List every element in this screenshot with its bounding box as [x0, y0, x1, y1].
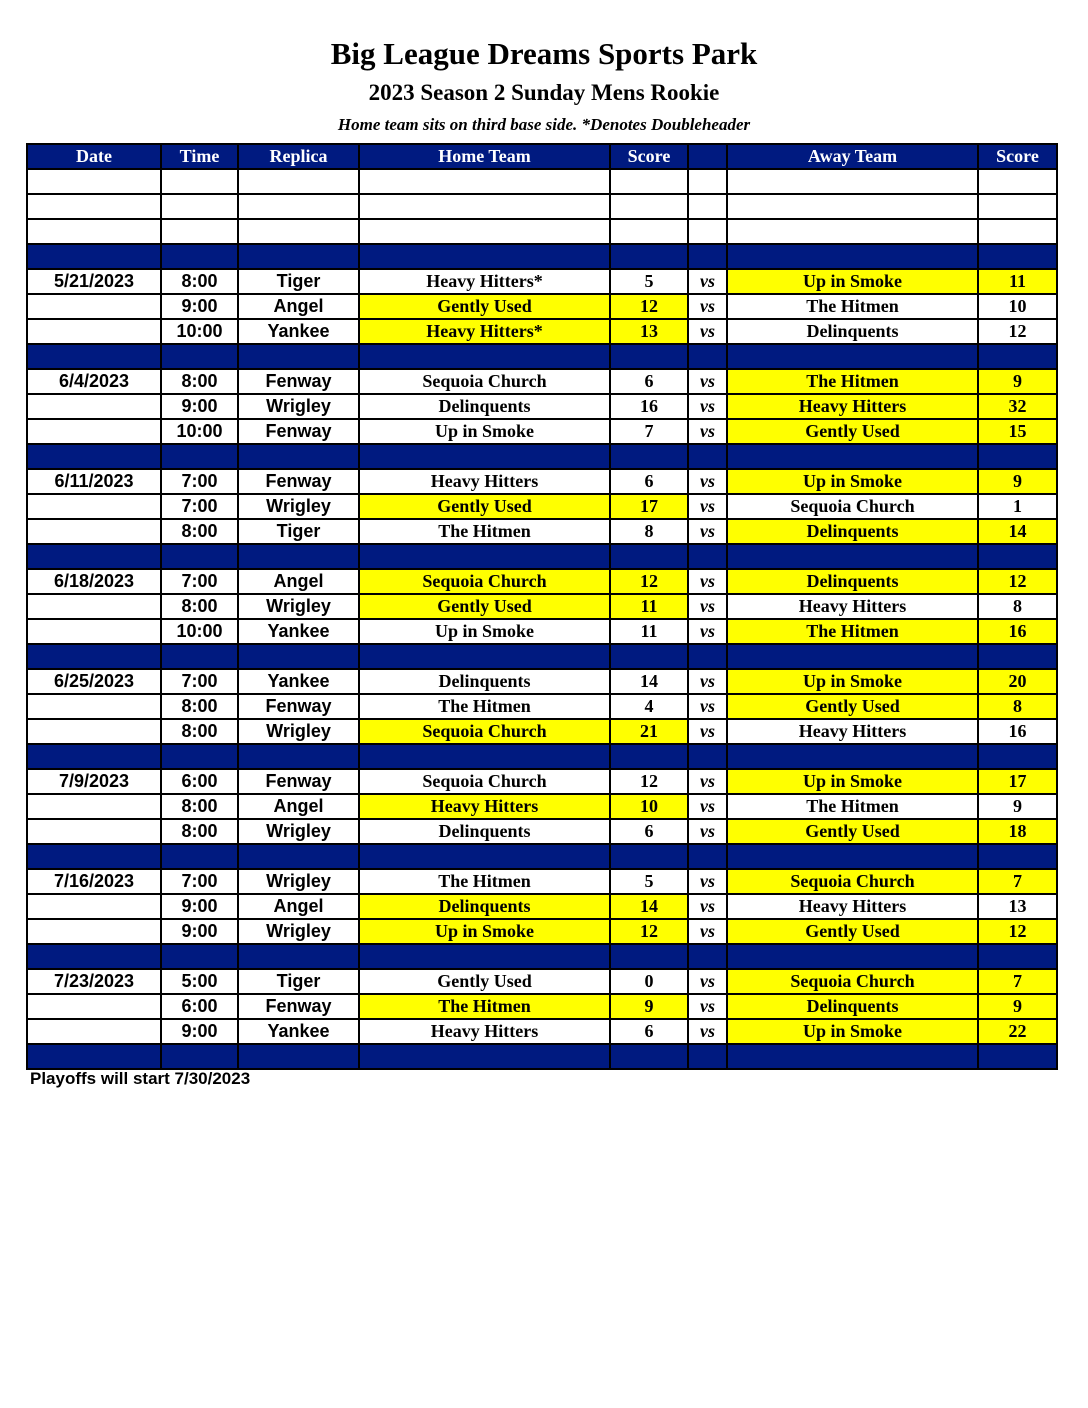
away-team: Sequoia Church	[727, 494, 978, 519]
away-score: 22	[978, 1019, 1057, 1044]
away-team: Gently Used	[727, 419, 978, 444]
home-team: Delinquents	[359, 669, 610, 694]
col-away-score: Score	[978, 144, 1057, 169]
separator-row	[27, 744, 1057, 769]
game-date	[27, 1019, 161, 1044]
home-score: 11	[610, 619, 688, 644]
game-date	[27, 819, 161, 844]
game-time: 9:00	[161, 894, 238, 919]
away-team: Sequoia Church	[727, 869, 978, 894]
game-date	[27, 294, 161, 319]
versus-label: vs	[688, 669, 727, 694]
game-row	[27, 894, 1057, 919]
versus-label: vs	[688, 794, 727, 819]
game-time: 10:00	[161, 419, 238, 444]
home-team: Heavy Hitters	[359, 469, 610, 494]
home-score: 12	[610, 294, 688, 319]
home-score: 12	[610, 569, 688, 594]
away-score: 10	[978, 294, 1057, 319]
away-team: Up in Smoke	[727, 669, 978, 694]
game-time: 9:00	[161, 394, 238, 419]
away-score: 32	[978, 394, 1057, 419]
game-row	[27, 719, 1057, 744]
away-score: 11	[978, 269, 1057, 294]
col-away-team: Away Team	[727, 144, 978, 169]
home-score: 17	[610, 494, 688, 519]
game-replica: Yankee	[238, 319, 359, 344]
away-team: The Hitmen	[727, 369, 978, 394]
page-subtitle: 2023 Season 2 Sunday Mens Rookie	[368, 80, 720, 105]
game-row	[27, 419, 1057, 444]
versus-label: vs	[688, 394, 727, 419]
versus-label: vs	[688, 994, 727, 1019]
separator-row	[27, 644, 1057, 669]
versus-label: vs	[688, 494, 727, 519]
col-home-score: Score	[610, 144, 688, 169]
game-time: 8:00	[161, 519, 238, 544]
separator-row	[27, 844, 1057, 869]
game-date: 6/11/2023	[27, 469, 161, 494]
game-replica: Wrigley	[238, 819, 359, 844]
away-score: 7	[978, 869, 1057, 894]
away-score: 12	[978, 569, 1057, 594]
game-time: 8:00	[161, 594, 238, 619]
col-home-team: Home Team	[359, 144, 610, 169]
game-replica: Tiger	[238, 519, 359, 544]
separator-row	[27, 244, 1057, 269]
away-score: 7	[978, 969, 1057, 994]
versus-label: vs	[688, 969, 727, 994]
away-team: Up in Smoke	[727, 469, 978, 494]
home-team: Sequoia Church	[359, 769, 610, 794]
away-team: Heavy Hitters	[727, 594, 978, 619]
versus-label: vs	[688, 1019, 727, 1044]
home-score: 12	[610, 769, 688, 794]
game-row	[27, 394, 1057, 419]
separator-row	[27, 944, 1057, 969]
game-row	[27, 919, 1057, 944]
game-date	[27, 919, 161, 944]
game-time: 10:00	[161, 619, 238, 644]
home-score: 9	[610, 994, 688, 1019]
game-time: 6:00	[161, 769, 238, 794]
separator-row	[27, 444, 1057, 469]
versus-label: vs	[688, 769, 727, 794]
separator-row	[27, 544, 1057, 569]
game-time: 7:00	[161, 869, 238, 894]
game-row	[27, 1019, 1057, 1044]
home-team: The Hitmen	[359, 994, 610, 1019]
game-time: 8:00	[161, 794, 238, 819]
home-team: The Hitmen	[359, 519, 610, 544]
game-replica: Fenway	[238, 469, 359, 494]
game-row	[27, 469, 1057, 494]
game-time: 8:00	[161, 269, 238, 294]
game-row	[27, 869, 1057, 894]
versus-label: vs	[688, 819, 727, 844]
away-score: 20	[978, 669, 1057, 694]
versus-label: vs	[688, 594, 727, 619]
game-date	[27, 419, 161, 444]
separator-row	[27, 344, 1057, 369]
game-replica: Yankee	[238, 669, 359, 694]
away-team: The Hitmen	[727, 294, 978, 319]
game-row	[27, 794, 1057, 819]
col-replica: Replica	[238, 144, 359, 169]
header-row	[27, 144, 1057, 169]
home-score: 21	[610, 719, 688, 744]
game-date	[27, 319, 161, 344]
away-team: The Hitmen	[727, 794, 978, 819]
home-score: 14	[610, 669, 688, 694]
versus-label: vs	[688, 319, 727, 344]
away-score: 9	[978, 794, 1057, 819]
away-team: Gently Used	[727, 919, 978, 944]
game-date	[27, 694, 161, 719]
game-replica: Tiger	[238, 269, 359, 294]
schedule-body	[27, 169, 1057, 1069]
game-date: 7/23/2023	[27, 969, 161, 994]
game-date	[27, 394, 161, 419]
blank-row	[27, 219, 1057, 244]
home-team: Up in Smoke	[359, 419, 610, 444]
game-time: 6:00	[161, 994, 238, 1019]
game-row	[27, 819, 1057, 844]
home-team: Sequoia Church	[359, 719, 610, 744]
game-time: 8:00	[161, 694, 238, 719]
versus-label: vs	[688, 294, 727, 319]
col-vs	[688, 144, 727, 169]
away-team: Gently Used	[727, 694, 978, 719]
game-time: 10:00	[161, 319, 238, 344]
home-team: Sequoia Church	[359, 569, 610, 594]
home-score: 10	[610, 794, 688, 819]
versus-label: vs	[688, 519, 727, 544]
home-score: 12	[610, 919, 688, 944]
away-score: 16	[978, 619, 1057, 644]
home-score: 5	[610, 869, 688, 894]
home-team: Delinquents	[359, 394, 610, 419]
game-replica: Wrigley	[238, 869, 359, 894]
away-team: Delinquents	[727, 319, 978, 344]
away-score: 13	[978, 894, 1057, 919]
versus-label: vs	[688, 694, 727, 719]
game-date: 6/4/2023	[27, 369, 161, 394]
away-team: Gently Used	[727, 819, 978, 844]
game-replica: Wrigley	[238, 494, 359, 519]
away-team: Up in Smoke	[727, 1019, 978, 1044]
away-team: Delinquents	[727, 569, 978, 594]
game-row	[27, 694, 1057, 719]
game-replica: Wrigley	[238, 594, 359, 619]
versus-label: vs	[688, 919, 727, 944]
away-score: 8	[978, 594, 1057, 619]
home-team: Delinquents	[359, 819, 610, 844]
game-replica: Tiger	[238, 969, 359, 994]
game-time: 9:00	[161, 1019, 238, 1044]
home-team: Heavy Hitters	[359, 1019, 610, 1044]
away-score: 15	[978, 419, 1057, 444]
game-date: 5/21/2023	[27, 269, 161, 294]
away-team: Delinquents	[727, 994, 978, 1019]
home-team: Up in Smoke	[359, 919, 610, 944]
home-score: 6	[610, 369, 688, 394]
game-date	[27, 719, 161, 744]
playoffs-note: Playoffs will start 7/30/2023	[30, 1069, 251, 1088]
game-row	[27, 494, 1057, 519]
home-score: 7	[610, 419, 688, 444]
col-date: Date	[27, 144, 161, 169]
game-time: 5:00	[161, 969, 238, 994]
game-date: 6/25/2023	[27, 669, 161, 694]
game-replica: Fenway	[238, 369, 359, 394]
game-row	[27, 669, 1057, 694]
versus-label: vs	[688, 619, 727, 644]
game-date	[27, 894, 161, 919]
game-replica: Angel	[238, 794, 359, 819]
game-date	[27, 794, 161, 819]
home-team: Heavy Hitters	[359, 794, 610, 819]
game-date	[27, 619, 161, 644]
away-score: 1	[978, 494, 1057, 519]
versus-label: vs	[688, 894, 727, 919]
col-time: Time	[161, 144, 238, 169]
away-team: Heavy Hitters	[727, 894, 978, 919]
game-time: 7:00	[161, 669, 238, 694]
away-score: 12	[978, 919, 1057, 944]
game-row	[27, 594, 1057, 619]
versus-label: vs	[688, 869, 727, 894]
game-row	[27, 269, 1057, 294]
game-date	[27, 494, 161, 519]
game-row	[27, 619, 1057, 644]
game-replica: Angel	[238, 894, 359, 919]
home-team: Gently Used	[359, 494, 610, 519]
home-team: Gently Used	[359, 594, 610, 619]
away-team: Up in Smoke	[727, 269, 978, 294]
game-replica: Wrigley	[238, 719, 359, 744]
away-score: 16	[978, 719, 1057, 744]
game-replica: Fenway	[238, 419, 359, 444]
home-score: 0	[610, 969, 688, 994]
away-score: 9	[978, 994, 1057, 1019]
page-title: Big League Dreams Sports Park	[330, 36, 758, 71]
home-score: 16	[610, 394, 688, 419]
home-score: 4	[610, 694, 688, 719]
blank-row	[27, 194, 1057, 219]
home-score: 11	[610, 594, 688, 619]
game-row	[27, 969, 1057, 994]
game-replica: Wrigley	[238, 919, 359, 944]
game-time: 9:00	[161, 919, 238, 944]
game-row	[27, 569, 1057, 594]
home-score: 5	[610, 269, 688, 294]
versus-label: vs	[688, 419, 727, 444]
versus-label: vs	[688, 469, 727, 494]
home-score: 6	[610, 1019, 688, 1044]
game-replica: Fenway	[238, 694, 359, 719]
game-date: 6/18/2023	[27, 569, 161, 594]
home-team: Gently Used	[359, 294, 610, 319]
game-row	[27, 519, 1057, 544]
game-replica: Angel	[238, 569, 359, 594]
home-team: The Hitmen	[359, 869, 610, 894]
away-team: Up in Smoke	[727, 769, 978, 794]
game-time: 7:00	[161, 494, 238, 519]
versus-label: vs	[688, 569, 727, 594]
game-date	[27, 594, 161, 619]
game-row	[27, 769, 1057, 794]
versus-label: vs	[688, 269, 727, 294]
away-score: 9	[978, 369, 1057, 394]
home-team: Up in Smoke	[359, 619, 610, 644]
home-score: 6	[610, 819, 688, 844]
away-team: Delinquents	[727, 519, 978, 544]
game-row	[27, 369, 1057, 394]
home-team: Gently Used	[359, 969, 610, 994]
home-score: 6	[610, 469, 688, 494]
versus-label: vs	[688, 719, 727, 744]
away-team: Heavy Hitters	[727, 394, 978, 419]
game-replica: Fenway	[238, 769, 359, 794]
game-date	[27, 519, 161, 544]
game-row	[27, 294, 1057, 319]
away-team: The Hitmen	[727, 619, 978, 644]
game-date: 7/9/2023	[27, 769, 161, 794]
separator-row	[27, 1044, 1057, 1069]
schedule-note: Home team sits on third base side. *Denotes Doubleheader	[337, 115, 751, 134]
blank-row	[27, 169, 1057, 194]
game-time: 7:00	[161, 469, 238, 494]
home-team: Heavy Hitters*	[359, 319, 610, 344]
game-date: 7/16/2023	[27, 869, 161, 894]
game-replica: Wrigley	[238, 394, 359, 419]
game-replica: Fenway	[238, 994, 359, 1019]
away-score: 8	[978, 694, 1057, 719]
game-time: 8:00	[161, 819, 238, 844]
home-score: 8	[610, 519, 688, 544]
game-replica: Yankee	[238, 619, 359, 644]
away-score: 18	[978, 819, 1057, 844]
schedule-table	[26, 143, 1058, 1070]
game-replica: Yankee	[238, 1019, 359, 1044]
versus-label: vs	[688, 369, 727, 394]
home-score: 13	[610, 319, 688, 344]
game-row	[27, 319, 1057, 344]
game-replica: Angel	[238, 294, 359, 319]
away-score: 9	[978, 469, 1057, 494]
home-team: Heavy Hitters*	[359, 269, 610, 294]
away-score: 17	[978, 769, 1057, 794]
away-team: Heavy Hitters	[727, 719, 978, 744]
home-team: Sequoia Church	[359, 369, 610, 394]
game-time: 9:00	[161, 294, 238, 319]
game-time: 8:00	[161, 369, 238, 394]
game-time: 7:00	[161, 569, 238, 594]
home-team: The Hitmen	[359, 694, 610, 719]
game-row	[27, 994, 1057, 1019]
home-score: 14	[610, 894, 688, 919]
away-team: Sequoia Church	[727, 969, 978, 994]
game-date	[27, 994, 161, 1019]
home-team: Delinquents	[359, 894, 610, 919]
away-score: 12	[978, 319, 1057, 344]
away-score: 14	[978, 519, 1057, 544]
game-time: 8:00	[161, 719, 238, 744]
